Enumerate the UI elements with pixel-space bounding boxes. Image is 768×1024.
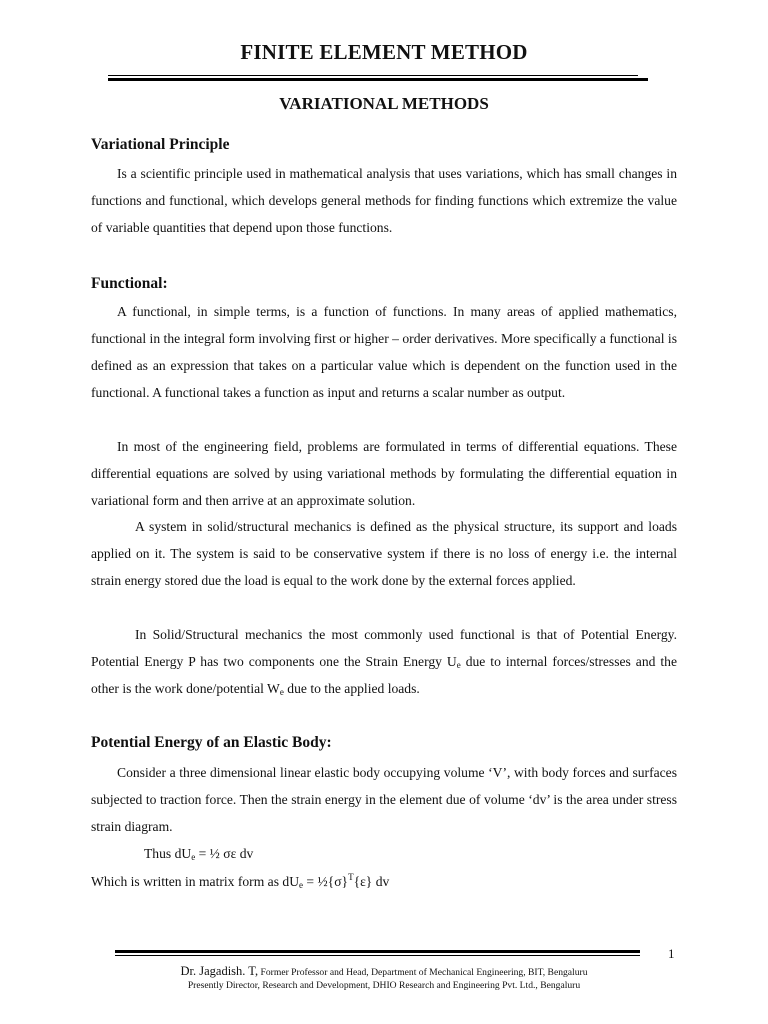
heading-potential-energy: Potential Energy of an Elastic Body: (91, 734, 332, 751)
footer-author-line (0, 964, 768, 979)
p4-text-c: due to the applied loads. (283, 681, 420, 696)
section-title: VARIATIONAL METHODS (279, 94, 489, 113)
p4-text-a: In Solid/Structural mechanics the most commonly used functional is that of Potential Energy. Potential Energy P has two components one the Strain Energy U (91, 627, 677, 669)
p4-subscript-e: e (456, 660, 461, 670)
paragraph-engineering-field: In most of the engineering field, problems are formulated in terms of differential equations. These differential equations are solved by using variational methods by formulating the differential equation in variational form and then arrive at an approximate solution. (91, 439, 677, 508)
header-rule-thin (108, 75, 638, 76)
footer-author-description: Former Professor and Head, Department of Mechanical Engineering, BIT, Bengaluru (258, 967, 588, 978)
eq1-text-a: Thus dU (144, 846, 192, 861)
eq2-text-a: Which is written in matrix form as dU (91, 874, 300, 889)
document-header-title: FINITE ELEMENT METHOD (240, 40, 528, 64)
paragraph-system-definition: A system in solid/structural mechanics is defined as the physical structure, its support and loads applied on it. The system is said to be conservative system if there is no loss of energy i.e. the internal strain energy stored due the load is equal to the work done by the external forces applied. (91, 519, 677, 588)
equation-matrix-form (91, 874, 389, 890)
footer-author-name: Dr. Jagadish. T, (180, 964, 259, 978)
p4-text-b: due to internal forces/stresses and the other is the work done/potential W (91, 654, 677, 696)
heading-functional: Functional: (91, 275, 168, 292)
paragraph-potential-energy-functional (91, 621, 677, 702)
footer-rule-thick (115, 950, 640, 953)
eq2-superscript: T (348, 872, 354, 882)
eq1-subscript: e (191, 852, 196, 862)
paragraph-potential-energy: Consider a three dimensional linear elastic body occupying volume ‘V’, with body forces and surfaces subjected to traction force. Then the strain energy in the element due of volume ‘dv’ is the area under stress strain diagram. (91, 765, 677, 834)
eq2-subscript: e (299, 880, 304, 890)
p4-subscript-e2: e (279, 687, 284, 697)
equation-strain-energy (144, 846, 253, 862)
footer-affiliation-line: Presently Director, Research and Development, DHIO Research and Engineering Pvt. Ltd., Bengaluru (187, 980, 581, 991)
paragraph-variational-principle: Is a scientific principle used in mathematical analysis that uses variations, which has small changes in functions and functional, which develops general methods for finding functions which extremize the value of variable quantities that depend upon those functions. (91, 166, 677, 235)
footer-rule-thin (115, 955, 640, 956)
eq1-text-b: = ½ σε dv (195, 846, 254, 861)
eq2-text-b: = ½{σ} (303, 874, 349, 889)
paragraph-functional-definition: A functional, in simple terms, is a function of functions. In many areas of applied mathematics, functional in the integral form involving first or higher – order derivatives. More specifically a functional is defined as an expression that takes on a particular value which is dependent on the function used in the functional. A functional takes a function as input and returns a scalar number as output. (91, 304, 677, 400)
page-number: 1 (668, 946, 675, 961)
heading-variational-principle: Variational Principle (91, 136, 230, 153)
eq2-text-c: {ε} dv (353, 874, 390, 889)
header-rule-thick (108, 78, 648, 81)
